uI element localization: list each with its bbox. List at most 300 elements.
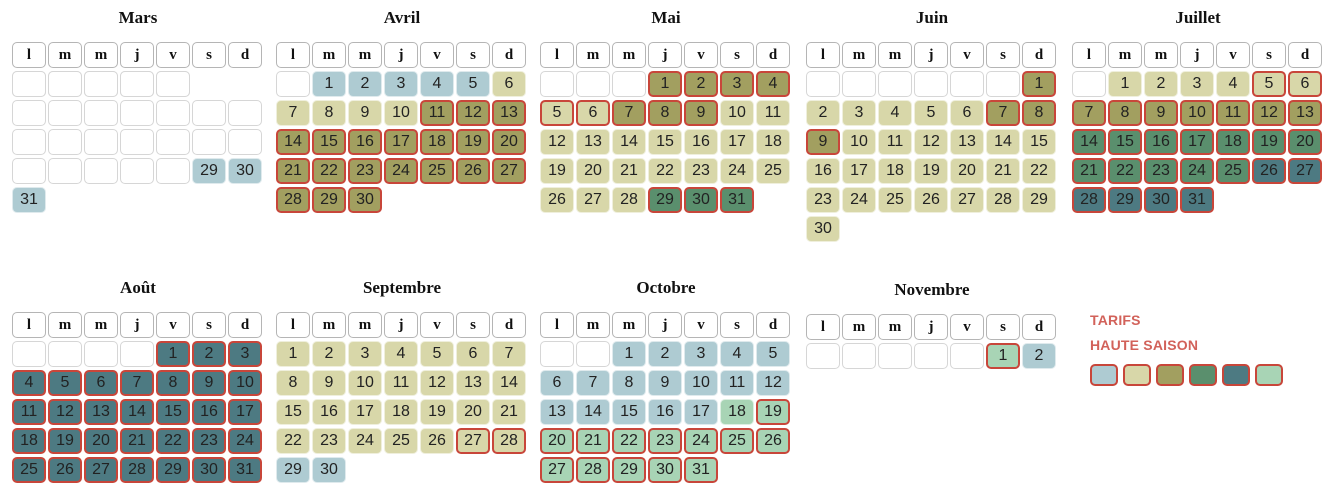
weekday-header: d: [1288, 42, 1322, 68]
day-cell[interactable]: 24: [684, 428, 718, 454]
day-cell[interactable]: 13: [456, 370, 490, 396]
day-cell[interactable]: 8: [276, 370, 310, 396]
day-cell[interactable]: 25: [12, 457, 46, 483]
day-cell[interactable]: 29: [1108, 187, 1142, 213]
day-cell[interactable]: 8: [1108, 100, 1142, 126]
empty-cell: [12, 100, 46, 126]
day-cell[interactable]: 11: [756, 100, 790, 126]
day-cell[interactable]: 6: [1288, 71, 1322, 97]
weekday-header: l: [12, 42, 46, 68]
day-cell[interactable]: 14: [986, 129, 1020, 155]
day-cell[interactable]: 26: [456, 158, 490, 184]
day-cell[interactable]: 6: [492, 71, 526, 97]
month-title: Avril: [383, 8, 421, 27]
day-cell[interactable]: 15: [612, 399, 646, 425]
day-cell[interactable]: 8: [312, 100, 346, 126]
day-cell[interactable]: 2: [684, 71, 718, 97]
day-cell[interactable]: 1: [156, 341, 190, 367]
day-cell[interactable]: 2: [806, 100, 840, 126]
weekday-header: m: [576, 312, 610, 338]
day-cell[interactable]: 13: [84, 399, 118, 425]
day-cell[interactable]: 30: [648, 457, 682, 483]
day-cell[interactable]: 30: [312, 457, 346, 483]
weekday-header: s: [1252, 42, 1286, 68]
empty-cell: [120, 341, 154, 367]
day-cell[interactable]: 20: [576, 158, 610, 184]
day-cell[interactable]: 30: [684, 187, 718, 213]
day-cell[interactable]: 30: [192, 457, 226, 483]
day-cell[interactable]: 3: [842, 100, 876, 126]
day-cell[interactable]: 24: [384, 158, 418, 184]
day-cell[interactable]: 24: [842, 187, 876, 213]
day-cell[interactable]: 17: [684, 399, 718, 425]
day-cell[interactable]: 5: [48, 370, 82, 396]
day-cell[interactable]: 30: [348, 187, 382, 213]
day-cell[interactable]: 27: [492, 158, 526, 184]
day-cell[interactable]: 12: [456, 100, 490, 126]
day-cell[interactable]: 16: [648, 399, 682, 425]
day-cell[interactable]: 17: [1180, 129, 1214, 155]
day-cell[interactable]: 19: [914, 158, 948, 184]
day-cell[interactable]: 1: [648, 71, 682, 97]
day-cell[interactable]: 16: [1144, 129, 1178, 155]
day-cell[interactable]: 10: [348, 370, 382, 396]
day-cell[interactable]: 8: [1022, 100, 1056, 126]
day-cell[interactable]: 20: [1288, 129, 1322, 155]
legend-swatch-mint: [1255, 364, 1283, 386]
day-cell[interactable]: 28: [120, 457, 154, 483]
weekday-header: v: [420, 42, 454, 68]
day-cell[interactable]: 8: [648, 100, 682, 126]
day-cell[interactable]: 14: [1072, 129, 1106, 155]
day-cell[interactable]: 10: [842, 129, 876, 155]
day-cell[interactable]: 12: [420, 370, 454, 396]
day-cell[interactable]: 20: [950, 158, 984, 184]
weekday-header: m: [48, 312, 82, 338]
weekday-header: d: [228, 42, 262, 68]
day-cell[interactable]: 9: [192, 370, 226, 396]
day-cell[interactable]: 27: [1288, 158, 1322, 184]
day-cell[interactable]: 12: [540, 129, 574, 155]
day-cell[interactable]: 1: [986, 343, 1020, 369]
day-cell[interactable]: 7: [1072, 100, 1106, 126]
weekday-header: m: [84, 42, 118, 68]
day-cell[interactable]: 25: [878, 187, 912, 213]
day-cell[interactable]: 30: [1144, 187, 1178, 213]
day-cell[interactable]: 19: [456, 129, 490, 155]
day-cell[interactable]: 5: [456, 71, 490, 97]
day-cell[interactable]: 3: [348, 341, 382, 367]
day-cell[interactable]: 27: [540, 457, 574, 483]
day-cell[interactable]: 23: [312, 428, 346, 454]
day-cell[interactable]: 2: [348, 71, 382, 97]
day-cell[interactable]: 26: [540, 187, 574, 213]
empty-cell: [84, 129, 118, 155]
weekday-header: j: [120, 42, 154, 68]
day-cell[interactable]: 11: [1216, 100, 1250, 126]
day-cell[interactable]: 14: [120, 399, 154, 425]
day-cell[interactable]: 22: [1108, 158, 1142, 184]
weekday-header: m: [612, 42, 646, 68]
day-cell[interactable]: 25: [420, 158, 454, 184]
day-cell[interactable]: 1: [612, 341, 646, 367]
day-cell[interactable]: 4: [420, 71, 454, 97]
day-cell[interactable]: 10: [1180, 100, 1214, 126]
weekday-header: s: [456, 312, 490, 338]
empty-cell: [228, 129, 262, 155]
day-cell[interactable]: 19: [1252, 129, 1286, 155]
day-cell[interactable]: 23: [348, 158, 382, 184]
day-cell[interactable]: 6: [456, 341, 490, 367]
day-cell[interactable]: 31: [228, 457, 262, 483]
weekday-header: v: [950, 314, 984, 340]
day-cell[interactable]: 13: [540, 399, 574, 425]
empty-cell: [120, 158, 154, 184]
day-cell[interactable]: 14: [612, 129, 646, 155]
empty-cell: [540, 341, 574, 367]
day-cell[interactable]: 3: [384, 71, 418, 97]
day-cell[interactable]: 2: [192, 341, 226, 367]
day-cell[interactable]: 1: [1022, 71, 1056, 97]
day-cell[interactable]: 5: [1252, 71, 1286, 97]
empty-cell: [48, 100, 82, 126]
day-cell[interactable]: 9: [806, 129, 840, 155]
weekday-header: l: [806, 42, 840, 68]
day-cell[interactable]: 10: [228, 370, 262, 396]
empty-cell: [192, 129, 226, 155]
day-cell[interactable]: 28: [576, 457, 610, 483]
empty-cell: [914, 71, 948, 97]
day-cell[interactable]: 27: [576, 187, 610, 213]
empty-cell: [914, 343, 948, 369]
weekday-header: d: [756, 312, 790, 338]
day-cell[interactable]: 15: [1108, 129, 1142, 155]
weekday-header: m: [84, 312, 118, 338]
legend-swatch-low: [1090, 364, 1118, 386]
day-cell[interactable]: 26: [48, 457, 82, 483]
day-cell[interactable]: 29: [192, 158, 226, 184]
weekday-header: m: [878, 314, 912, 340]
day-cell[interactable]: 19: [48, 428, 82, 454]
day-cell[interactable]: 9: [648, 370, 682, 396]
day-cell[interactable]: 26: [914, 187, 948, 213]
month-title: Mai: [651, 8, 681, 27]
legend-swatch-teal: [1222, 364, 1250, 386]
day-cell[interactable]: 9: [312, 370, 346, 396]
day-cell[interactable]: 19: [540, 158, 574, 184]
day-cell[interactable]: 20: [456, 399, 490, 425]
empty-cell: [156, 129, 190, 155]
day-cell[interactable]: 18: [384, 399, 418, 425]
weekday-header: m: [842, 42, 876, 68]
day-cell[interactable]: 9: [348, 100, 382, 126]
day-cell[interactable]: 12: [1252, 100, 1286, 126]
day-cell[interactable]: 21: [576, 428, 610, 454]
day-cell[interactable]: 28: [1072, 187, 1106, 213]
day-cell[interactable]: 23: [648, 428, 682, 454]
day-cell[interactable]: 17: [228, 399, 262, 425]
day-cell[interactable]: 6: [950, 100, 984, 126]
day-cell[interactable]: 24: [1180, 158, 1214, 184]
day-cell[interactable]: 18: [756, 129, 790, 155]
day-cell[interactable]: 31: [720, 187, 754, 213]
day-cell[interactable]: 4: [12, 370, 46, 396]
day-cell[interactable]: 10: [384, 100, 418, 126]
empty-cell: [228, 100, 262, 126]
month-title: Juin: [915, 8, 949, 27]
weekday-header: j: [648, 312, 682, 338]
day-cell[interactable]: 18: [878, 158, 912, 184]
day-cell[interactable]: 14: [576, 399, 610, 425]
day-cell[interactable]: 3: [1180, 71, 1214, 97]
day-cell[interactable]: 1: [1108, 71, 1142, 97]
day-cell[interactable]: 30: [228, 158, 262, 184]
day-cell[interactable]: 31: [684, 457, 718, 483]
day-cell[interactable]: 11: [878, 129, 912, 155]
day-cell[interactable]: 6: [84, 370, 118, 396]
day-cell[interactable]: 7: [276, 100, 310, 126]
day-cell[interactable]: 8: [156, 370, 190, 396]
day-cell[interactable]: 28: [492, 428, 526, 454]
day-cell[interactable]: 3: [684, 341, 718, 367]
empty-cell: [120, 71, 154, 97]
day-cell[interactable]: 22: [612, 428, 646, 454]
empty-cell: [1072, 71, 1106, 97]
day-cell[interactable]: 13: [576, 129, 610, 155]
weekday-header: j: [384, 42, 418, 68]
day-cell[interactable]: 26: [420, 428, 454, 454]
day-cell[interactable]: 3: [228, 341, 262, 367]
day-cell[interactable]: 21: [1072, 158, 1106, 184]
day-cell[interactable]: 7: [612, 100, 646, 126]
day-cell[interactable]: 18: [720, 399, 754, 425]
day-cell[interactable]: 5: [420, 341, 454, 367]
empty-cell: [48, 158, 82, 184]
day-cell[interactable]: 7: [120, 370, 154, 396]
weekday-header: l: [1072, 42, 1106, 68]
weekday-header: j: [914, 314, 948, 340]
day-cell[interactable]: 25: [756, 158, 790, 184]
day-cell[interactable]: 22: [1022, 158, 1056, 184]
day-cell[interactable]: 13: [492, 100, 526, 126]
day-cell[interactable]: 4: [384, 341, 418, 367]
day-cell[interactable]: 4: [878, 100, 912, 126]
day-cell[interactable]: 27: [84, 457, 118, 483]
weekday-header: d: [1022, 314, 1056, 340]
weekday-header: j: [648, 42, 682, 68]
month-title: Septembre: [362, 278, 442, 297]
weekday-header: j: [914, 42, 948, 68]
day-cell[interactable]: 29: [648, 187, 682, 213]
day-cell[interactable]: 25: [720, 428, 754, 454]
day-cell[interactable]: 20: [84, 428, 118, 454]
day-cell[interactable]: 11: [384, 370, 418, 396]
day-cell[interactable]: 18: [12, 428, 46, 454]
day-cell[interactable]: 1: [276, 341, 310, 367]
day-cell[interactable]: 27: [950, 187, 984, 213]
day-cell[interactable]: 28: [612, 187, 646, 213]
weekday-header: m: [348, 312, 382, 338]
day-cell[interactable]: 14: [492, 370, 526, 396]
day-cell[interactable]: 6: [540, 370, 574, 396]
day-cell[interactable]: 4: [720, 341, 754, 367]
day-cell[interactable]: 3: [720, 71, 754, 97]
empty-cell: [12, 341, 46, 367]
day-cell[interactable]: 20: [540, 428, 574, 454]
day-cell[interactable]: 11: [720, 370, 754, 396]
weekday-header: v: [156, 42, 190, 68]
month-title: Octobre: [636, 278, 696, 297]
day-cell[interactable]: 9: [1144, 100, 1178, 126]
day-cell[interactable]: 16: [192, 399, 226, 425]
day-cell[interactable]: 17: [348, 399, 382, 425]
day-cell[interactable]: 21: [276, 158, 310, 184]
day-cell[interactable]: 23: [192, 428, 226, 454]
weekday-header: d: [492, 312, 526, 338]
day-cell[interactable]: 17: [720, 129, 754, 155]
empty-cell: [48, 71, 82, 97]
day-cell[interactable]: 14: [276, 129, 310, 155]
weekday-header: s: [192, 42, 226, 68]
weekday-header: d: [492, 42, 526, 68]
day-cell[interactable]: 29: [1022, 187, 1056, 213]
day-cell[interactable]: 15: [1022, 129, 1056, 155]
day-cell[interactable]: 12: [756, 370, 790, 396]
weekday-header: l: [540, 312, 574, 338]
month-title: Juillet: [1175, 8, 1221, 27]
day-cell[interactable]: 30: [806, 216, 840, 242]
weekday-header: v: [684, 312, 718, 338]
day-cell[interactable]: 29: [276, 457, 310, 483]
day-cell[interactable]: 15: [312, 129, 346, 155]
day-cell[interactable]: 7: [576, 370, 610, 396]
day-cell[interactable]: 4: [1216, 71, 1250, 97]
day-cell[interactable]: 23: [684, 158, 718, 184]
day-cell[interactable]: 13: [1288, 100, 1322, 126]
day-cell[interactable]: 16: [348, 129, 382, 155]
day-cell[interactable]: 19: [420, 399, 454, 425]
day-cell[interactable]: 10: [684, 370, 718, 396]
day-cell[interactable]: 16: [312, 399, 346, 425]
day-cell[interactable]: 22: [312, 158, 346, 184]
day-cell[interactable]: 2: [1144, 71, 1178, 97]
day-cell[interactable]: 16: [806, 158, 840, 184]
day-cell[interactable]: 26: [1252, 158, 1286, 184]
weekday-header: l: [276, 42, 310, 68]
day-cell[interactable]: 15: [648, 129, 682, 155]
day-cell[interactable]: 21: [120, 428, 154, 454]
day-cell[interactable]: 24: [348, 428, 382, 454]
day-cell[interactable]: 9: [684, 100, 718, 126]
day-cell[interactable]: 22: [156, 428, 190, 454]
day-cell[interactable]: 18: [420, 129, 454, 155]
weekday-header: m: [1144, 42, 1178, 68]
day-cell[interactable]: 25: [1216, 158, 1250, 184]
weekday-header: s: [456, 42, 490, 68]
day-cell[interactable]: 11: [12, 399, 46, 425]
day-cell[interactable]: 12: [48, 399, 82, 425]
day-cell[interactable]: 8: [612, 370, 646, 396]
weekday-header: m: [312, 42, 346, 68]
day-cell[interactable]: 18: [1216, 129, 1250, 155]
weekday-header: m: [576, 42, 610, 68]
day-cell[interactable]: 7: [492, 341, 526, 367]
empty-cell: [12, 129, 46, 155]
day-cell[interactable]: 17: [842, 158, 876, 184]
empty-cell: [156, 71, 190, 97]
day-cell[interactable]: 5: [756, 341, 790, 367]
day-cell[interactable]: 1: [312, 71, 346, 97]
empty-cell: [540, 71, 574, 97]
weekday-header: s: [986, 42, 1020, 68]
empty-cell: [84, 100, 118, 126]
day-cell[interactable]: 22: [648, 158, 682, 184]
day-cell[interactable]: 11: [420, 100, 454, 126]
day-cell[interactable]: 29: [612, 457, 646, 483]
empty-cell: [84, 158, 118, 184]
day-cell[interactable]: 21: [986, 158, 1020, 184]
weekday-header: m: [48, 42, 82, 68]
day-cell[interactable]: 17: [384, 129, 418, 155]
empty-cell: [48, 129, 82, 155]
empty-cell: [842, 343, 876, 369]
day-cell[interactable]: 29: [156, 457, 190, 483]
empty-cell: [842, 71, 876, 97]
day-cell[interactable]: 28: [986, 187, 1020, 213]
weekday-header: j: [120, 312, 154, 338]
day-cell[interactable]: 19: [756, 399, 790, 425]
day-cell[interactable]: 6: [576, 100, 610, 126]
legend-swatch-cream: [1123, 364, 1151, 386]
day-cell[interactable]: 5: [540, 100, 574, 126]
day-cell[interactable]: 31: [1180, 187, 1214, 213]
day-cell[interactable]: 26: [756, 428, 790, 454]
day-cell[interactable]: 23: [1144, 158, 1178, 184]
day-cell[interactable]: 10: [720, 100, 754, 126]
empty-cell: [48, 341, 82, 367]
day-cell[interactable]: 12: [914, 129, 948, 155]
day-cell[interactable]: 2: [1022, 343, 1056, 369]
weekday-header: j: [384, 312, 418, 338]
weekday-header: l: [540, 42, 574, 68]
day-cell[interactable]: 21: [492, 399, 526, 425]
day-cell[interactable]: 7: [986, 100, 1020, 126]
day-cell[interactable]: 13: [950, 129, 984, 155]
legend-title-haute-saison: HAUTE SAISON: [1090, 337, 1199, 353]
day-cell[interactable]: 4: [756, 71, 790, 97]
day-cell[interactable]: 31: [12, 187, 46, 213]
day-cell[interactable]: 16: [684, 129, 718, 155]
day-cell[interactable]: 15: [276, 399, 310, 425]
day-cell[interactable]: 28: [276, 187, 310, 213]
legend-title-tarifs: TARIFS: [1090, 312, 1141, 328]
day-cell[interactable]: 5: [914, 100, 948, 126]
day-cell[interactable]: 29: [312, 187, 346, 213]
day-cell[interactable]: 24: [720, 158, 754, 184]
day-cell[interactable]: 25: [384, 428, 418, 454]
day-cell[interactable]: 23: [806, 187, 840, 213]
day-cell[interactable]: 2: [312, 341, 346, 367]
empty-cell: [120, 100, 154, 126]
weekday-header: s: [986, 314, 1020, 340]
day-cell[interactable]: 15: [156, 399, 190, 425]
day-cell[interactable]: 20: [492, 129, 526, 155]
day-cell[interactable]: 22: [276, 428, 310, 454]
day-cell[interactable]: 21: [612, 158, 646, 184]
day-cell[interactable]: 24: [228, 428, 262, 454]
day-cell[interactable]: 2: [648, 341, 682, 367]
day-cell[interactable]: 27: [456, 428, 490, 454]
